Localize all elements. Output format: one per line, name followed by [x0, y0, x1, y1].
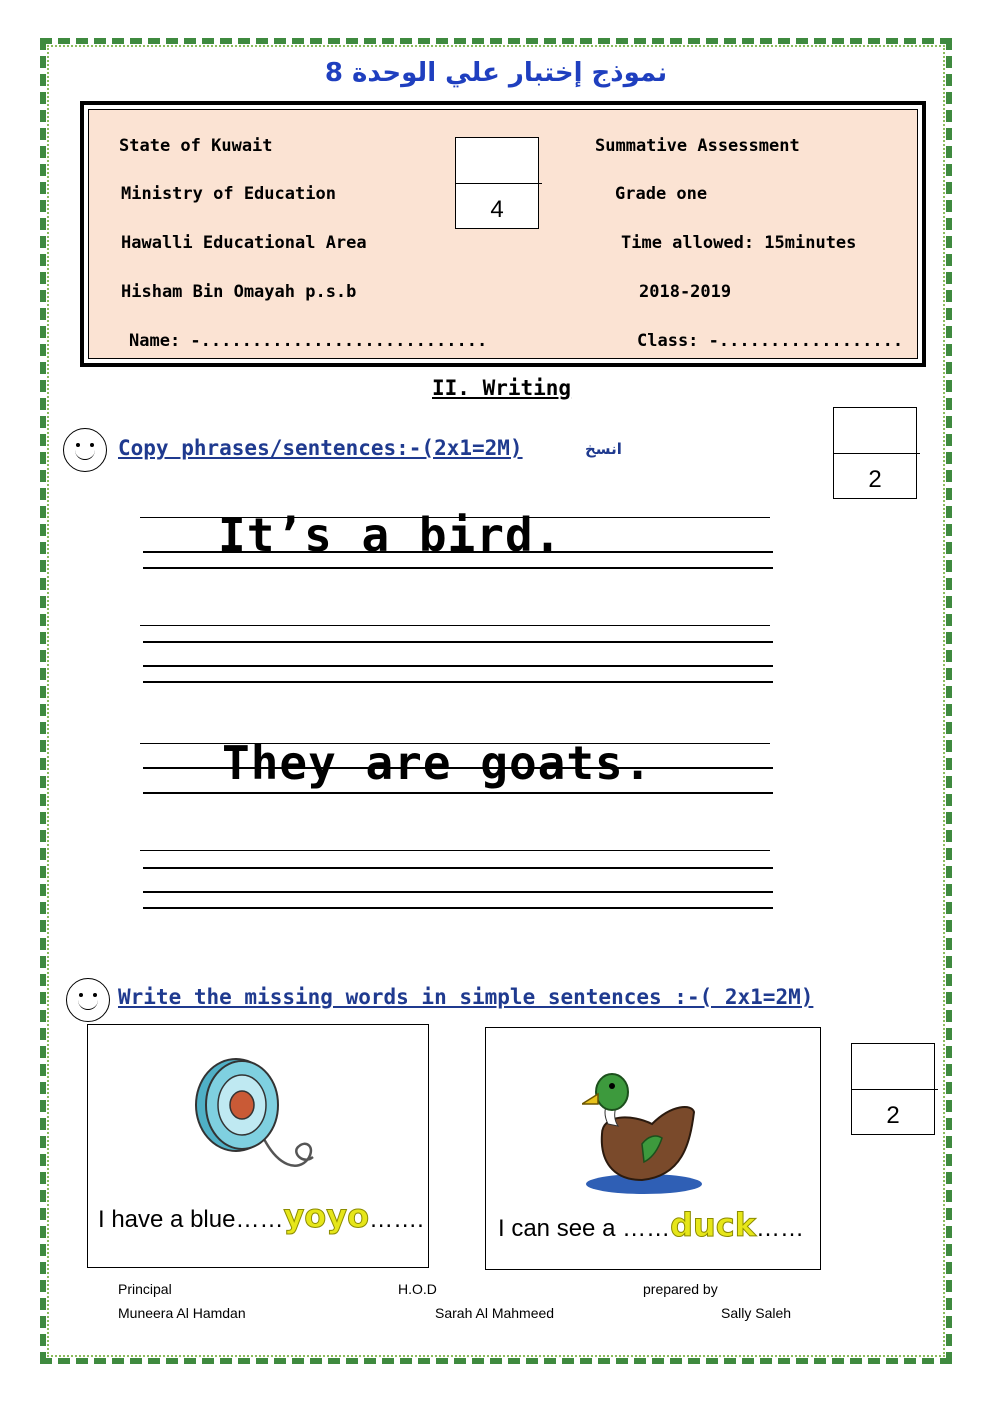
principal-name: Muneera Al Hamdan	[118, 1305, 246, 1321]
answer-blank: ……	[235, 1206, 284, 1233]
writing-line	[140, 850, 770, 851]
question2-score-box	[851, 1043, 935, 1135]
writing-line	[143, 867, 773, 869]
header-grade: Grade one	[615, 184, 708, 204]
principal-label: Principal	[118, 1281, 172, 1297]
header-school: Hisham Bin Omayah p.s.b	[121, 282, 357, 302]
answer-blank: ……	[622, 1215, 671, 1242]
smiley-icon	[66, 978, 110, 1022]
section-title: II. Writing	[432, 376, 572, 400]
smiley-icon	[63, 428, 107, 472]
total-score-box	[455, 137, 539, 229]
header-year: 2018-2019	[639, 282, 732, 302]
duck-answer: duck	[670, 1206, 757, 1244]
name-field-label: Name: -............................	[129, 331, 488, 351]
writing-line	[143, 641, 773, 643]
header-box	[80, 101, 926, 367]
question1-score-box	[833, 407, 917, 499]
yoyo-sentence-prefix: I have a blue	[98, 1206, 236, 1233]
prepared-name: Sally Saleh	[721, 1305, 792, 1321]
question1-score: 2	[868, 466, 882, 493]
yoyo-icon	[188, 1047, 328, 1175]
writing-line	[140, 625, 770, 626]
prepared-label: prepared by	[643, 1281, 718, 1297]
question2-heading: Write the missing words in simple sentences :-( 2x1=2M)	[118, 985, 814, 1009]
writing-line	[143, 681, 773, 683]
duck-card	[485, 1027, 821, 1270]
hod-name: Sarah Al Mahmeed	[435, 1305, 555, 1321]
writing-line	[143, 891, 773, 893]
page-title-arabic: نموذج إختبار علي الوحدة 8	[324, 58, 668, 88]
writing-line	[143, 907, 773, 909]
writing-line	[143, 665, 773, 667]
question2-score: 2	[886, 1102, 900, 1129]
yoyo-sentence	[98, 1197, 424, 1235]
class-field-label: Class: -..................	[637, 331, 904, 351]
yoyo-answer: yoyo	[283, 1197, 370, 1235]
header-panel	[88, 109, 918, 359]
header-time: Time allowed: 15minutes	[621, 233, 857, 253]
writing-line	[143, 567, 773, 569]
header-assessment: Summative Assessment	[595, 136, 800, 156]
yoyo-card	[87, 1024, 429, 1268]
duck-sentence-prefix: I can see a	[498, 1215, 623, 1242]
header-area: Hawalli Educational Area	[121, 233, 367, 253]
answer-blank: ……	[756, 1215, 805, 1242]
answer-blank: …….	[369, 1206, 424, 1233]
model-sentence-1: It’s a bird.	[218, 508, 563, 562]
hod-label: H.O.D	[398, 1281, 437, 1297]
question1-heading: Copy phrases/sentences:-(2x1=2M)	[118, 436, 523, 460]
header-state: State of Kuwait	[119, 136, 273, 156]
total-score: 4	[490, 196, 504, 223]
model-sentence-2: They are goats.	[222, 736, 653, 790]
writing-line	[143, 792, 773, 794]
question1-heading-arabic: انسخ	[585, 440, 622, 458]
duck-sentence	[498, 1206, 804, 1244]
header-ministry: Ministry of Education	[121, 184, 336, 204]
duck-icon	[582, 1064, 702, 1196]
